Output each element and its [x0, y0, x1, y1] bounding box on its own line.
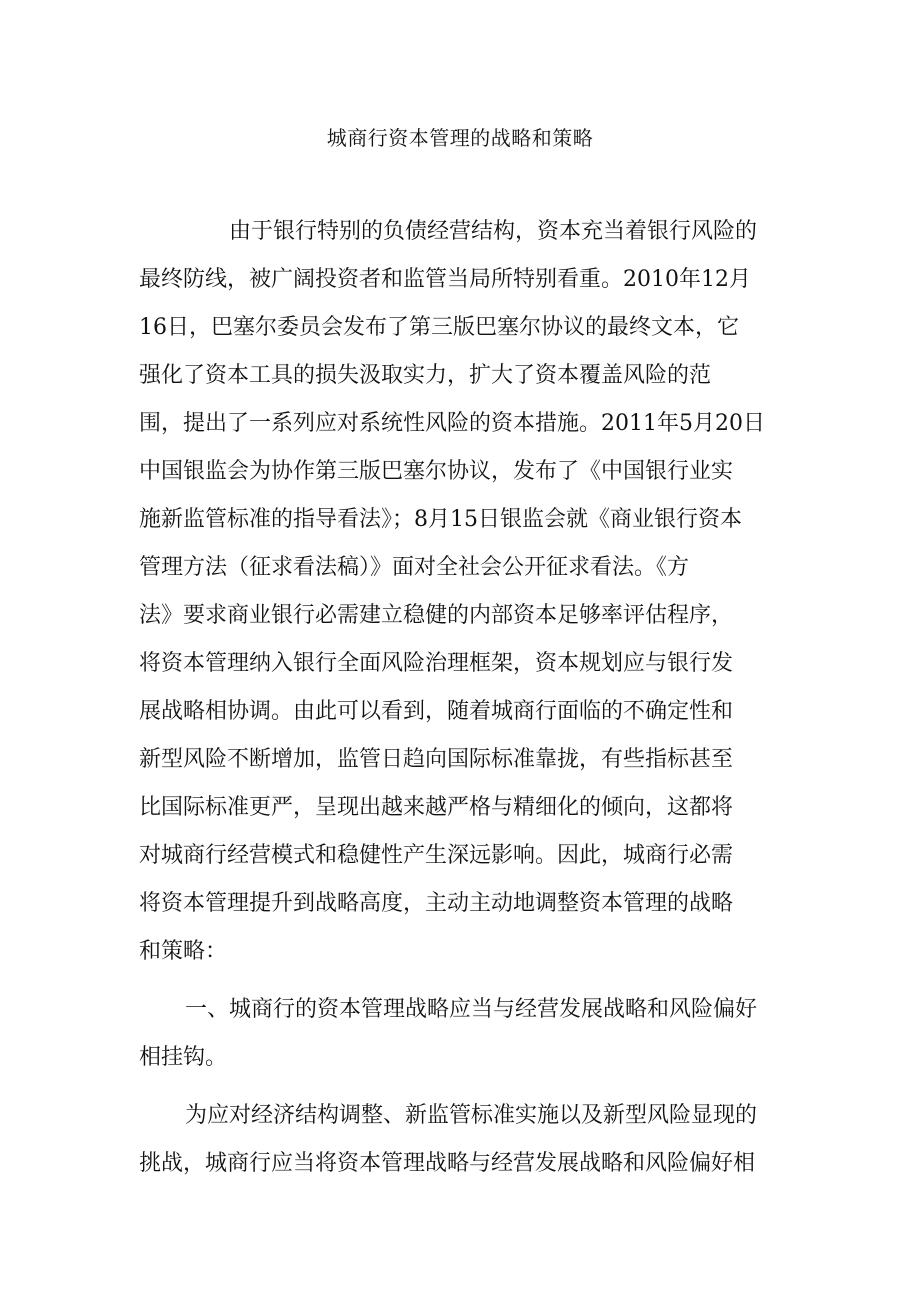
paragraph-line: 法》要求商业银行必需建立稳健的内部资本足够率评估程序， — [139, 603, 734, 628]
section-heading-line: 一、城商行的资本管理战略应当与经营发展战略和风险偏好 — [185, 997, 758, 1022]
paragraph-line: 将资本管理提升到战略高度，主动主动地调整资本管理的战略 — [139, 891, 734, 916]
paragraph-line: 施新监管标准的指导看法》；8月15日银监会就《商业银行资本 — [139, 507, 742, 532]
paragraph-line: 将资本管理纳入银行全面风险治理框架，资本规划应与银行发 — [139, 651, 734, 676]
paragraph-line: 最终防线，被广阔投资者和监管当局所特别看重。2010年12月 — [139, 267, 751, 292]
document-title: 城商行资本管理的战略和策略 — [326, 126, 594, 150]
paragraph-line: 比国际标准更严，呈现出越来越严格与精细化的倾向，这都将 — [139, 795, 734, 820]
paragraph-line: 强化了资本工具的损失汲取实力，扩大了资本覆盖风险的范 — [139, 363, 712, 388]
paragraph-line: 管理方法（征求看法稿）》面对全社会公开征求看法。《方 — [139, 555, 690, 580]
paragraph-line: 展战略相协调。由此可以看到，随着城商行面临的不确定性和 — [139, 699, 734, 724]
paragraph-line: 中国银监会为协作第三版巴塞尔协议，发布了《中国银行业实 — [139, 459, 734, 484]
paragraph-line: 和策略： — [139, 939, 228, 964]
paragraph-line: 由于银行特别的负债经营结构，资本充当着银行风险的 — [229, 219, 758, 244]
paragraph-line: 16日，巴塞尔委员会发布了第三版巴塞尔协议的最终文本，它 — [139, 315, 739, 340]
paragraph-line: 为应对经济结构调整、新监管标准实施以及新型风险显现的 — [185, 1103, 758, 1128]
paragraph-line: 挑战，城商行应当将资本管理战略与经营发展战略和风险偏好相 — [139, 1151, 756, 1176]
paragraph-line: 围，提出了一系列应对系统性风险的资本措施。2011年5月20日 — [139, 411, 765, 436]
paragraph-line: 对城商行经营模式和稳健性产生深远影响。因此，城商行必需 — [139, 843, 734, 868]
paragraph-line: 新型风险不断增加，监管日趋向国际标准靠拢，有些指标甚至 — [139, 747, 734, 772]
section-heading-line: 相挂钩。 — [139, 1045, 228, 1070]
